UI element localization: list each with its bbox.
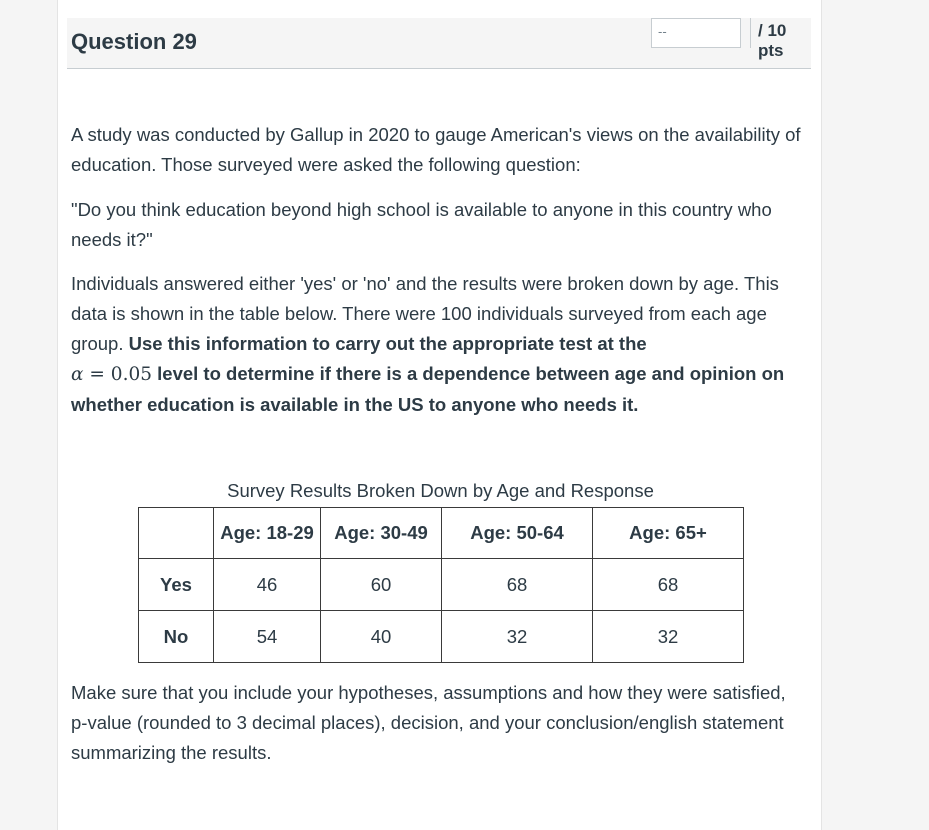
right-gutter	[821, 0, 929, 830]
instructions-bold-a: Use this information to carry out the appropriate test at the	[128, 333, 647, 354]
question-paragraph-instructions	[71, 269, 801, 420]
alpha-value: 0.05	[110, 364, 152, 385]
header-cell-30-49: Age: 30-49	[321, 508, 442, 559]
table-cell: 46	[214, 559, 321, 611]
points-label: / 10 pts	[758, 21, 787, 60]
question-paragraph-quote: "Do you think education beyond high school is available to anyone in this country who needs it?"	[71, 199, 772, 250]
table-cell: 68	[593, 559, 744, 611]
table-cell: 60	[321, 559, 442, 611]
header-cell-18-29: Age: 18-29	[214, 508, 321, 559]
survey-table	[138, 507, 744, 663]
left-gutter	[0, 0, 58, 830]
table-cell: 32	[442, 611, 593, 663]
table-caption: Survey Results Broken Down by Age and Response	[227, 480, 654, 501]
row-label-no: No	[139, 611, 214, 663]
table-row	[139, 611, 744, 663]
table-cell: 54	[214, 611, 321, 663]
instructions-bold-b: level to determine if there is a dependence between age and opinion on whether education is available in the US to anyone who needs it.	[71, 363, 785, 415]
header-cell-50-64: Age: 50-64	[442, 508, 593, 559]
header-cell-empty	[139, 508, 214, 559]
equals-sign: =	[89, 364, 105, 385]
table-row	[139, 559, 744, 611]
header-cell-65-plus: Age: 65+	[593, 508, 744, 559]
instructions-plain: Individuals answered either 'yes' or 'no' and the results were broken down by age. This data is shown in the table below. There were 100 individuals surveyed from each age group.	[71, 273, 779, 354]
table-cell: 40	[321, 611, 442, 663]
question-title: Question 29	[71, 29, 197, 54]
alpha-expression	[71, 364, 152, 385]
table-header-row	[139, 508, 744, 559]
question-paragraph-requirements: Make sure that you include your hypotheses, assumptions and how they were satisfied, p-value (rounded to 3 decimal places), decision, and your conclusion/english statement summarizing the results.	[71, 682, 786, 763]
alpha-symbol: α	[71, 364, 84, 385]
question-paragraph-intro: A study was conducted by Gallup in 2020 to gauge American's views on the availability of education. Those surveyed were asked the following question:	[71, 124, 801, 175]
row-label-yes: Yes	[139, 559, 214, 611]
points-divider	[750, 18, 751, 48]
question-header	[67, 18, 811, 69]
table-cell: 68	[442, 559, 593, 611]
table-cell: 32	[593, 611, 744, 663]
score-input[interactable]: --	[651, 18, 741, 48]
